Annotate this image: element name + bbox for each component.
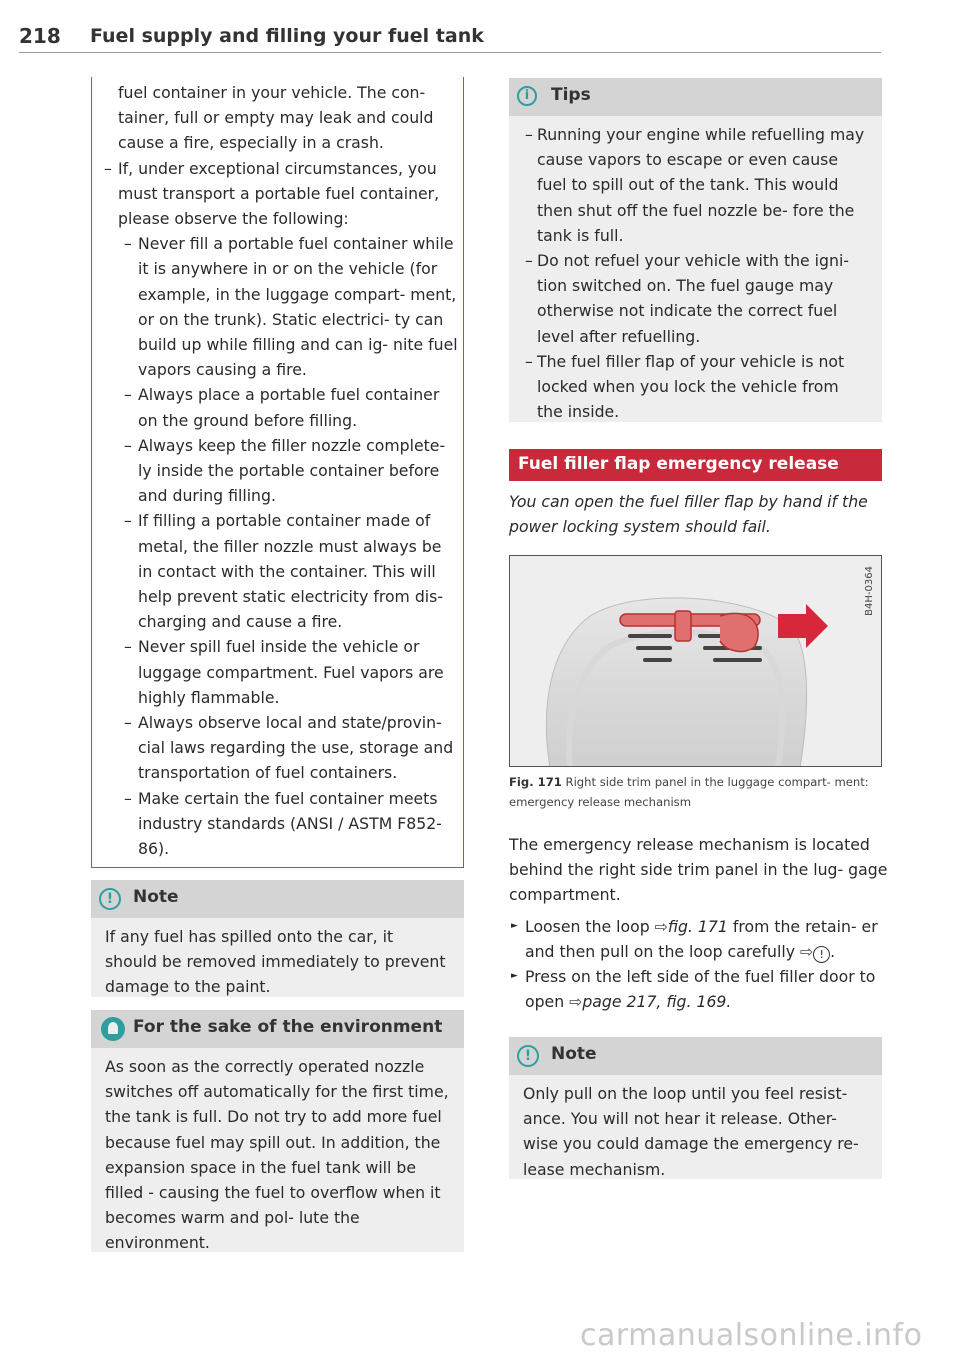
note-header: [91, 880, 464, 918]
exclamation-circle-icon: !: [99, 888, 121, 910]
tips-list: [523, 122, 868, 424]
note-text: If any fuel has spilled onto the car, it should be removed immediately to prevent damage to the paint.: [105, 927, 446, 997]
tips-body: [509, 116, 882, 432]
figure-code: B4H-0364: [864, 566, 875, 616]
tips-header: [509, 78, 882, 116]
warning-content: [98, 80, 458, 861]
section-intro: You can open the fuel filler flap by hand if the power locking system should fail.: [509, 492, 868, 537]
tips-item: – Do not refuel your vehicle with the igni- tion switched on. The fuel gauge may otherwise not indicate the correct fuel level after refuelling.: [523, 248, 868, 349]
info-circle-icon: i: [517, 86, 537, 106]
figure-caption-text: Right side trim panel in the luggage compart- ment: emergency release mechanism: [509, 775, 869, 809]
step-text: Loosen the loop: [525, 916, 650, 936]
step-text: from the retain- er and then pull on the loop carefully: [525, 916, 878, 961]
figure-caption: [509, 772, 889, 812]
instructions-intro: The emergency release mechanism is located behind the right side trim panel in the lug- gage compartment.: [509, 835, 888, 905]
warning-subitem: – Make certain the fuel container meets industry standards (ANSI / ASTM F852-86).: [118, 786, 458, 862]
warning-subitem: – Always keep the filler nozzle complete- ly inside the portable container before and during filling.: [118, 433, 458, 509]
section-heading: [509, 449, 882, 481]
tips-callout: [509, 78, 882, 422]
environment-label: For the sake of the environment: [133, 1017, 443, 1037]
warning-item: [98, 156, 458, 862]
note2-callout: [509, 1037, 882, 1179]
figure-171: [509, 555, 882, 767]
note2-text: Only pull on the loop until you feel resist- ance. You will not hear it release. Other- wise you could damage the emergency re- lease mechanism.: [523, 1084, 859, 1179]
page-header: [19, 20, 881, 53]
tips-label: Tips: [551, 85, 591, 105]
step-item: [509, 964, 889, 1014]
tips-item: – Running your engine while refuelling may cause vapors to escape or even cause fuel to spill out of the tank. This would then shut off the fuel nozzle be- fore the tank is full.: [523, 122, 868, 248]
warning-intro-line: cause a fire, especially in a crash.: [118, 133, 384, 153]
step-text: Press on the left side of the fuel filler door to open: [525, 967, 876, 1012]
page-number: 218: [19, 24, 61, 48]
exclamation-circle-icon: !: [517, 1045, 539, 1067]
warning-sublist: [118, 231, 458, 861]
note-label: Note: [133, 887, 179, 907]
steps-list: [509, 914, 889, 1015]
warning-subitem: – Always place a portable fuel container on the ground before filling.: [118, 382, 458, 432]
warning-subitem: – Never fill a portable fuel container while it is anywhere in or on the vehicle (for example, in the luggage compart- ment, or on the trunk). Static electrici- ty can build up while filling and can ig- nite fuel vapors causing a fire.: [118, 231, 458, 382]
watermark: carmanualsonline.info: [580, 1318, 923, 1353]
note2-header: [509, 1037, 882, 1075]
section-title: Fuel filler flap emergency release: [518, 454, 839, 474]
warning-intro-line: tainer, full or empty may leak and could: [118, 108, 434, 128]
arrow-right-icon: ⇨: [569, 992, 583, 1012]
note-reference-icon[interactable]: !: [813, 946, 830, 963]
trim-panel-illustration: [510, 556, 882, 767]
note2-label: Note: [551, 1044, 597, 1064]
tips-item: – The fuel filler flap of your vehicle is not locked when you lock the vehicle from the inside.: [523, 349, 868, 425]
warning-subitem: – If filling a portable container made of metal, the filler nozzle must always be in contact with the container. This will help prevent static electricity from dis- charging and cause a fire.: [118, 508, 458, 634]
instructions: [509, 832, 889, 1014]
leaf-icon: [101, 1017, 125, 1041]
warning-subitem: – Always observe local and state/provin- cial laws regarding the use, storage and transportation of fuel containers.: [118, 710, 458, 786]
arrow-right-icon: ⇨: [654, 916, 668, 936]
warning-list: [98, 156, 458, 862]
environment-header: [91, 1010, 464, 1048]
warning-subitem: – Never spill fuel inside the vehicle or luggage compartment. Fuel vapors are highly flammable.: [118, 634, 458, 710]
figure-reference-link[interactable]: fig. 171: [667, 916, 728, 936]
warning-item-text: If, under exceptional circumstances, you must transport a portable fuel container, please observe the following:: [118, 158, 440, 229]
note-callout: [91, 880, 464, 997]
environment-callout: [91, 1010, 464, 1252]
figure-label: Fig. 171: [509, 775, 562, 789]
environment-text: As soon as the correctly operated nozzle switches off automatically for the first time, the tank is full. Do not try to add more fuel because fuel may spill out. In addition, the expansion space in the fuel tank will be filled - causing the fuel to overflow when it becomes warm and pol- lute the environment.: [105, 1057, 449, 1253]
arrow-right-icon: ⇨: [800, 941, 814, 961]
step-item: ► Loosen the loop ⇨fig. 171 from the retain- er and then pull on the loop carefully ⇨ ! .: [509, 914, 889, 964]
warning-intro-line: fuel container in your vehicle. The con-: [118, 83, 426, 102]
page-reference-link[interactable]: page 217, fig. 169.: [582, 992, 732, 1012]
page-title: Fuel supply and filling your fuel tank: [90, 25, 484, 47]
